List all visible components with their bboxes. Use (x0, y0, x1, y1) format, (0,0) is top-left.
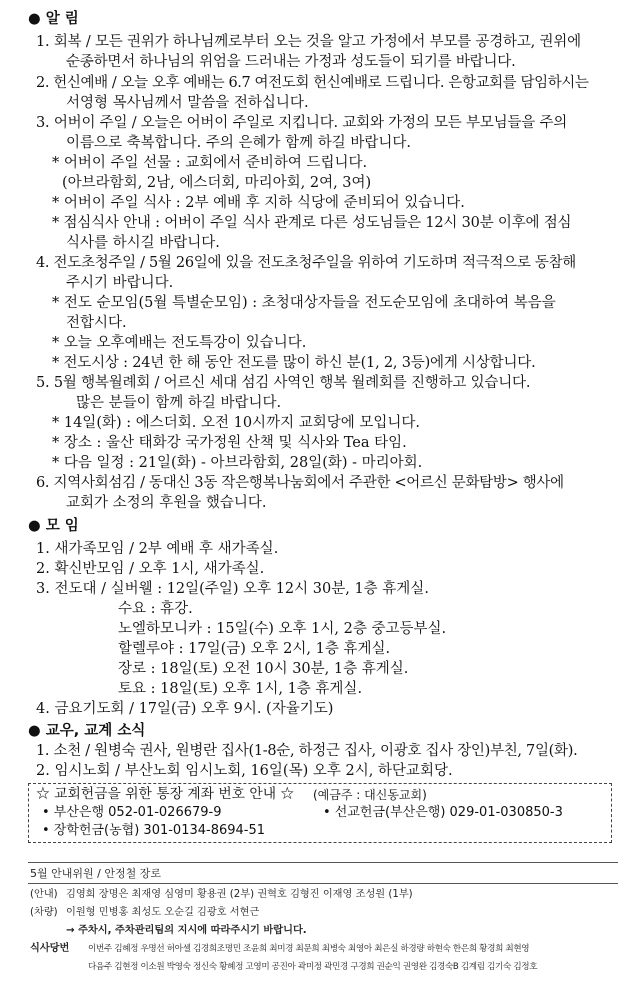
footer-parking-names: 이원형 민병홍 최성도 오순길 김광호 서현근 (66, 907, 260, 918)
announce-line: 1. 회복 / 모든 권위가 하나님께로부터 오는 것을 알고 가정에서 부모를 공경하고, 권위에 (36, 34, 581, 50)
meeting-line: 3. 전도대 / 실버웰 : 12일(주일) 오후 12시 30분, 1층 휴게실. (36, 581, 429, 597)
account-box-holder: (예금주 : 대신동교회) (313, 788, 427, 802)
footer-meal-next-week: 다음주 김현정 이소원 박영숙 정신숙 황혜정 고영미 공진아 곽미정 곽민경 구경희 권순익 권영완 김경숙B 김계림 김기숙 김정호 (88, 962, 538, 972)
news-line: 2. 임시노회 / 부산노회 임시노회, 16일(목) 오후 2시, 하단교회당. (36, 763, 453, 779)
account-scholarship-offering: • 장학헌금(농협) 301-0134-8694-51 (42, 823, 266, 838)
announce-line: * 장소 : 울산 태화강 국가정원 산책 및 식사와 Tea 타임. (52, 435, 407, 451)
announce-line: * 전도시상 : 24년 한 해 동안 전도를 많이 하신 분(1, 2, 3등)에게 시상합니다. (52, 355, 536, 371)
meeting-line: 할렐루야 : 17일(금) 오후 2시, 1층 휴게실. (118, 641, 391, 657)
footer-top-rule (28, 862, 618, 863)
footer-parking-note: → 주차시, 주차관리팀의 지시에 따라주시기 바랍니다. (66, 925, 307, 936)
announce-line: * 어버이 주일 선물 : 교회에서 준비하여 드립니다. (52, 155, 368, 171)
announce-line: 4. 전도초청주일 / 5월 26일에 있을 전도초청주일을 위하여 기도하며 적극적으로 동참해 (36, 255, 577, 271)
announce-line: 2. 헌신예배 / 오늘 오후 예배는 6.7 여전도회 헌신예배로 드립니다. 은항교회를 담임하시는 (36, 75, 589, 91)
news-line: 1. 소천 / 원병숙 권사, 원병란 집사(1-8순, 하정근 집사, 이광호 집사 장인)부친, 7일(화). (36, 743, 578, 759)
account-busan-bank: • 부산은행 052-01-026679-9 (42, 805, 222, 820)
announce-line: * 다음 일정 : 21일(화) - 아브라함회, 28일(화) - 마리아회. (52, 455, 423, 471)
announce-line: * 점심식사 안내 : 어버이 주일 식사 관계로 다른 성도님들은 12시 30분 이후에 점심 (52, 215, 572, 231)
meeting-line: 장로 : 18일(토) 오전 10시 30분, 1층 휴게실. (118, 661, 409, 677)
announce-line: * 오늘 오후예배는 전도특강이 있습니다. (52, 335, 307, 351)
account-mission-offering: • 선교헌금(부산은행) 029-01-030850-3 (323, 805, 563, 820)
announce-line: 3. 어버이 주일 / 오늘은 어버이 주일로 지킵니다. 교회와 가정의 모든 부모님들을 주의 (36, 115, 568, 131)
announce-line: * 14일(화) : 에스더회. 오전 10시까지 교회당에 모입니다. (52, 415, 420, 431)
footer-meal-this-week: 이번주 김혜정 우명선 허아셀 김경희조명민 조윤희 최미경 최문희 최병숙 최영아 최은실 하경량 하현숙 한은희 황경희 최현영 (88, 944, 530, 954)
section-title-news: ● 교우, 교계 소식 (28, 723, 146, 739)
announce-line: * 어버이 주일 식사 : 2부 예배 후 지하 식당에 준비되어 있습니다. (52, 195, 465, 211)
meeting-line: 1. 새가족모임 / 2부 예배 후 새가족실. (36, 541, 279, 557)
footer-guide-names: 김영희 장명은 최재영 심영미 황용권 (2부) 권혁호 김형진 이재영 조성원 (1부) (66, 889, 413, 900)
meeting-line: 토요 : 18일(토) 오후 1시, 1층 휴게실. (118, 681, 363, 697)
announce-line: 6. 지역사회섬김 / 동대신 3동 작은행복나눔회에서 주관한 <어르신 문화탐방> 행사에 (36, 475, 564, 491)
announce-line: (아브라함회, 2남, 에스더회, 마리아회, 2여, 3여) (62, 175, 372, 191)
announce-line: 순종하면서 하나님의 위엄을 드러내는 가정과 성도들이 되기를 바랍니다. (66, 54, 516, 70)
announce-line: 전합시다. (66, 315, 127, 331)
announce-line: 5. 5월 행복월례회 / 어르신 세대 섬김 사역인 행복 월례회를 진행하고 있습니다. (36, 375, 531, 391)
announce-line: * 전도 순모임(5월 특별순모임) : 초청대상자들을 전도순모임에 초대하여 복음을 (52, 295, 556, 311)
meeting-line: 수요 : 휴강. (118, 601, 193, 617)
footer-committee: 5월 안내위원 / 안정철 장로 (30, 867, 161, 880)
section-title-meetings: ● 모 임 (28, 518, 79, 534)
announce-line: 교회가 소정의 후원을 했습니다. (66, 495, 267, 511)
announce-line: 서영형 목사님께서 말씀을 전하십니다. (66, 95, 309, 111)
section-title-announce: ● 알 림 (28, 11, 79, 27)
footer-meal-label: 식사당번 (30, 943, 70, 954)
announce-line: 많은 분들이 함께 하길 바랍니다. (76, 395, 282, 411)
footer-guide-label: (안내) (30, 889, 58, 900)
meeting-line: 노엘하모니카 : 15일(수) 오후 1시, 2층 중고등부실. (118, 621, 447, 637)
footer-mid-rule (28, 883, 618, 884)
announce-line: 주시기 바랍니다. (66, 275, 174, 291)
announce-line: 식사를 하시길 바랍니다. (66, 235, 220, 251)
meeting-line: 4. 금요기도회 / 17일(금) 오후 9시. (자율기도) (36, 701, 334, 717)
footer-parking-label: (차량) (30, 907, 58, 918)
meeting-line: 2. 확신반모임 / 오후 1시, 새가족실. (36, 561, 265, 577)
announce-line: 이름으로 축복합니다. 주의 은혜가 함께 하길 바랍니다. (66, 135, 412, 151)
account-box-title: ☆ 교회헌금을 위한 통장 계좌 번호 안내 ☆ (36, 786, 295, 802)
